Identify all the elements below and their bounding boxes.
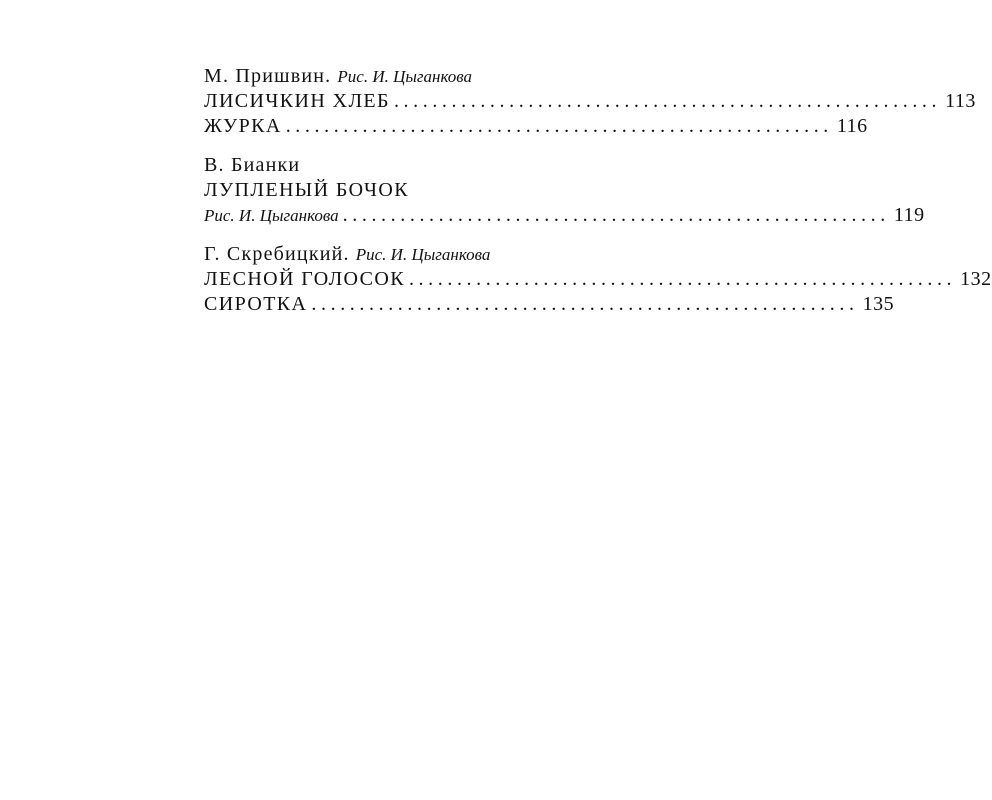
toc-section-prishvin [204, 64, 976, 139]
dot-leader: ......................................................... [393, 90, 942, 112]
dot-leader: ......................................................... [342, 204, 890, 226]
author-name: Г. Скребицкий. [204, 243, 350, 265]
page-number: 119 [893, 204, 925, 226]
illustrator-credit: Рис. И. Цыганкова [337, 67, 473, 86]
page-number: 132 [960, 268, 992, 290]
author-line [204, 153, 586, 178]
author-name: В. Бианки [204, 154, 301, 176]
author-line [204, 242, 586, 267]
toc-section-bianki [204, 153, 925, 228]
story-heading-line[interactable] [204, 178, 586, 203]
dot-leader: ......................................................... [311, 293, 859, 315]
toc-entry[interactable] [204, 89, 976, 114]
toc-entry[interactable] [204, 114, 868, 139]
illustrator-credit: Рис. И. Цыганкова [355, 245, 491, 264]
table-of-contents [204, 64, 992, 317]
author-name: М. Пришвин. [204, 65, 332, 87]
page-number: 113 [945, 90, 976, 112]
entry-title: ЖУРКА [204, 115, 282, 137]
toc-entry[interactable] [204, 267, 992, 292]
story-heading: ЛУПЛЕНЫЙ БОЧОК [204, 179, 409, 201]
entry-title: ЛИСИЧКИН ХЛЕБ [204, 90, 390, 112]
entry-title: СИРОТКА [204, 293, 308, 315]
dot-leader: ......................................................... [285, 115, 833, 137]
entry-title: ЛЕСНОЙ ГОЛОСОК [204, 268, 405, 290]
toc-section-skrebitsky [204, 242, 992, 317]
dot-leader: ......................................................... [408, 268, 957, 290]
toc-entry[interactable] [204, 292, 895, 317]
page-number: 116 [836, 115, 868, 137]
entry-title: Рис. И. Цыганкова [204, 206, 339, 225]
page-number: 135 [862, 293, 895, 315]
toc-entry[interactable] [204, 203, 925, 228]
author-line [204, 64, 586, 89]
